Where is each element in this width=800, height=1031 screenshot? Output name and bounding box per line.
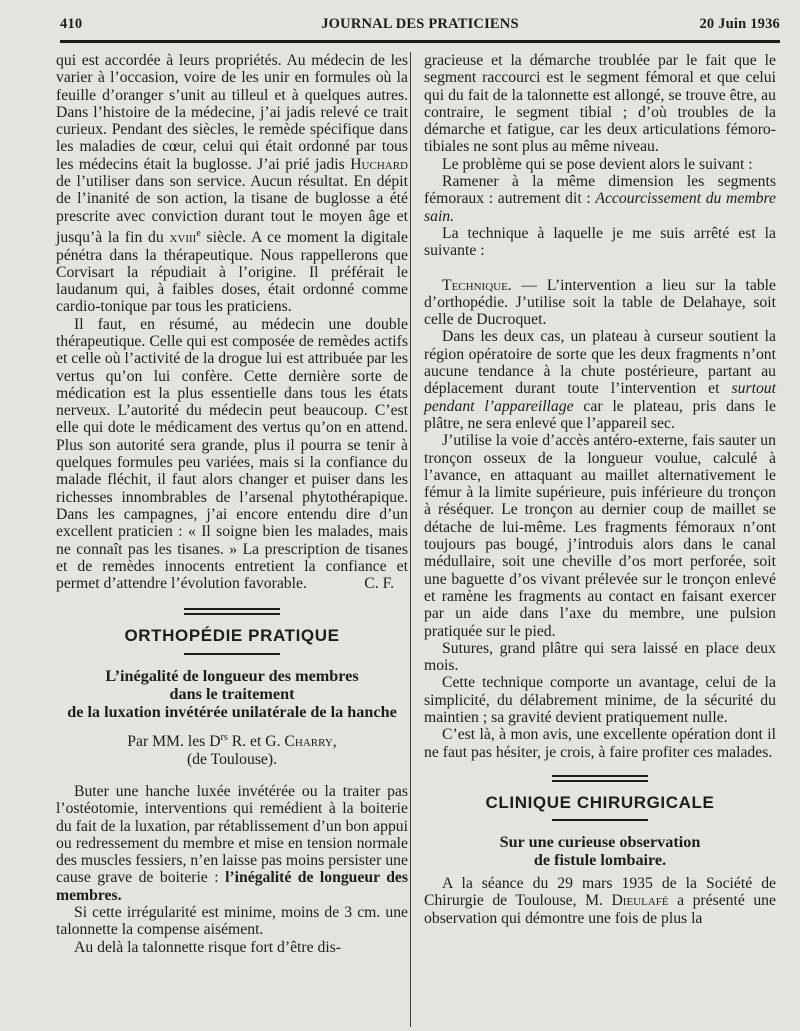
paragraph: Buter une hanche luxée invétérée ou la traiter pas l’ostéotomie, interventions qui remédient à la boiterie du fait de la luxation, par rétablissement d’un bon appui ou redressement du membre et mise en tension normale des muscles fessiers, n’en laisse pas moins persister une cause grave de boiterie : l’inégalité de longueur des membres. [56, 782, 409, 904]
byline: Par MM. les $D^{rs}$ R. et G. Charry, (de Toulouse). [56, 729, 408, 769]
paragraph: Le problème qui se pose devient alors le suivant : [442, 155, 753, 173]
running-header [60, 14, 780, 43]
article-title: L’inégalité de longueur des membres dans le traitement de la luxation invétérée unilatérale de la hanche [67, 666, 397, 721]
italic-phrase: surtout pendant l’appareillage [424, 380, 776, 415]
author-signature: C. F. [364, 575, 394, 593]
paragraph: Sutures, grand plâtre qui sera laissé en place deux mois. [424, 639, 776, 675]
person-name: Huchard [350, 155, 408, 173]
author-surname: Charry [284, 732, 333, 750]
article-title: Sur une curieuse observation de fistule lombaire. [499, 833, 701, 870]
paragraph-text: Il faut, en résumé, au médecin une double thérapeutique. Celle qui est composée de remèdes actifs et celle où l’activité de la drogue lui est attribuée par les vertus qu’on lui confère. Cette dernière sorte de médication est la plus essentielle dans tous les états nerveux. L’autorité du médecin peut beaucoup. C’est elle qui dote le médicament des vertus qu’on en attend. Plus son autorité sera grande, plus il pourra se tenir à quelques formules peu variées, mais si la confiance du malade fléchit, il faut alors changer et puiser dans les richesses innombrables de l’arsenal phytothérapique. Dans les campagnes, j’ai encore entendu dire d’un excellent praticien : « Il soigne bien les malades, mais ne connaît pas les tisanes. » La prescription de tisanes et de remèdes innocents entretient la confiance et permet d’attendre l’évolution favorable. [56, 315, 408, 593]
issue-date: 20 Juin 1936 [699, 16, 780, 32]
paragraph: Au delà la talonnette risque fort d’être dis- [74, 938, 342, 956]
paragraph: qui est accordée à leurs propriétés. Au médecin de les varier à l’occasion, voire de les unir en formules où la feuille d’oranger s’unit au tilleul et à quelques autres. Dans l’histoire de la médecine, j’ai jadis relevé ce trait curieux. Pendant des siècles, le remède spécifique dans les maladies de cœur, celui qui était ordonné par tous les médecins était la buglosse. J’ai prié jadis Huchard de l’utiliser dans son service. Aucun résultat. En dépit de l’inanité de son action, la tisane de buglosse a été prescrite avec conviction durant tout le moyen âge et jusqu’à la fin du xviii$^e$ siècle. A ce moment la digitale pénétra dans la thérapeutique. Nous rappellerons que Corvisart la répudiait à l’origine. Il préférait le laudanum qui, à faibles doses, était ordonné comme cardio-tonique par tous les praticiens. [56, 52, 409, 316]
paragraph: Dans les deux cas, un plateau à curseur soutient la région opératoire de sorte que les deux fragments n’ont aucune tendance à la chute postérieure, partant au déplacement durant toute l’intervention et surtout pendant l’appareillage car le plateau, pris dans le plâtre, ne sera enlevé que l’appareil sec. [424, 328, 777, 432]
paragraph: Ramener à la même dimension les segments fémoraux : autrement dit : Accourcissement du membre sain. [424, 173, 777, 225]
paragraph: A la séance du 29 mars 1935 de la Société de Chirurgie de Toulouse, M. Dieulafé a présenté une observation qui démontre une fois de plus la [424, 875, 776, 927]
section-heading: CLINIQUE CHIRURGICALE [485, 792, 715, 812]
column-divider [410, 52, 411, 1027]
journal-title: JOURNAL DES PRATICIENS [321, 16, 519, 32]
section-heading: ORTHOPÉDIE PRATIQUE [124, 626, 340, 646]
paragraph: Si cette irrégularité est minime, moins de 3 cm. une talonnette la compense aisément. [56, 904, 408, 939]
page-number: 410 [60, 16, 83, 32]
technique-label: Technique. [442, 276, 512, 294]
paragraph: Technique. — L’intervention a lieu sur la table d’orthopédie. J’utilise soit la table de Delahaye, soit celle de Ducroquet. [424, 276, 776, 329]
bold-phrase: l’inégalité de longueur des membres. [56, 869, 409, 904]
paragraph: J’utilise la voie d’accès antéro-externe, fais sauter un tronçon osseux de la longueur voulue, calculé à l’avance, en attaquant au maillet alternativement le fémur à la limite supérieure, puis inférieure du tronçon à réséquer. Le tronçon au dernier coup de maillet se détache de lui-même. Les fragments fémoraux n’ont toujours pas bougé, j’introduis alors dans le canal médullaire, soit une cheville d’os mort perforée, soit une baguette d’os vivant prélevée sur le tronçon enlevé et ramène les fragments au contact en faisant exercer par un aide dans l’axe du membre, une pulsion pratiquée sur le pied. [424, 432, 776, 640]
section-rule [552, 775, 648, 782]
paragraph: gracieuse et la démarche troublée par le fait que le segment raccourci est le segment fémoral et que celui qui du fait de la talonnette est allongé, se trouve être, au contraire, le segment tibial ; d’où troubles de la démarche et fatigue, car les deux articulations fémoro-tibiales ne sont plus au même niveau. [424, 52, 776, 156]
author-location: (de Toulouse). [186, 750, 278, 768]
person-name: Dieulafé [611, 892, 669, 910]
left-column [56, 52, 408, 956]
paragraph: Cette technique comporte un avantage, celui de la simplicité, du délabrement minime, de la sécurité du maintien ; sa gravité devient pratiquement nulle. [424, 674, 776, 726]
italic-phrase: Accourcissement du membre sain. [424, 190, 777, 225]
paragraph: C’est là, à mon avis, une excellente opération dont il ne faut pas hésiter, je crois, à faire profiter ces malades. [424, 726, 776, 761]
section-rule [184, 608, 280, 615]
right-column [424, 52, 776, 927]
paragraph: La technique à laquelle je me suis arrêté est la suivante : [424, 224, 776, 260]
paragraph [56, 316, 408, 593]
